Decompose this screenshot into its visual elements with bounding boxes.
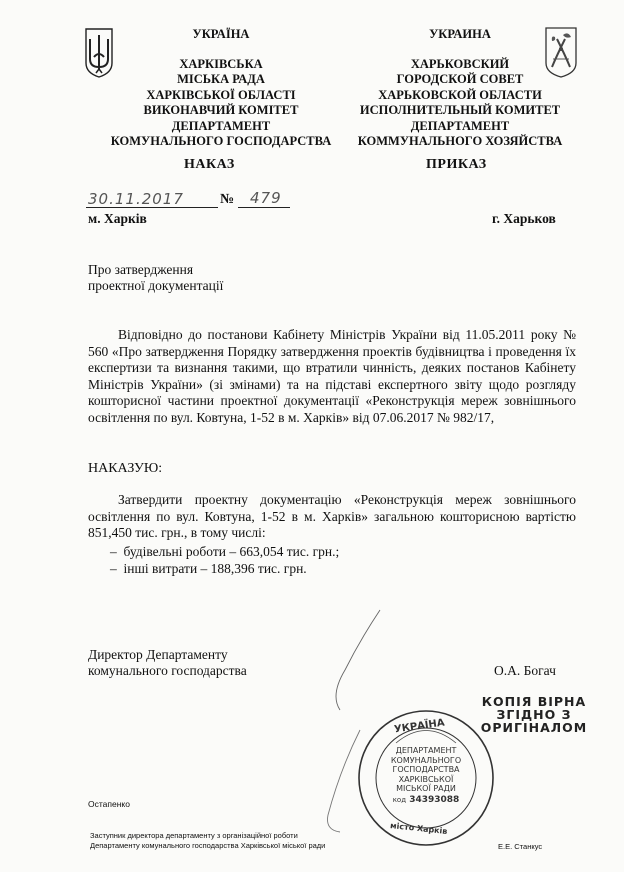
- footer-line: Департаменту комунального господарства Харківської міської ради: [90, 841, 326, 850]
- subject-line: Про затвердження: [88, 262, 194, 277]
- copy-stamp-line: КОПІЯ ВІРНА: [481, 694, 587, 709]
- footer-line: Заступник директора департаменту з організаційної роботи: [90, 831, 298, 840]
- order-title-ua: НАКАЗ: [184, 157, 235, 172]
- left-header-line: ДЕПАРТАМЕНТ: [171, 118, 271, 133]
- body-paragraph: Відповідно до постанови Кабінету Міністрів України від 11.05.2011 року № 560 «Про затвердження Порядку затвердження проектів будівництва і проведення їх експертизи та визнання такими, що втратили чинність, деяких постанов Кабінету Міністрів України» (зі змінами) та на підставі експертного звіту щодо розгляду кошторисної частини проектної документації «Реконструкція мереж зовнішнього освітлення по вул. Ковтуна, 1-52 в м. Харків» від 07.06.2017 № 982/17,: [88, 327, 576, 425]
- order-title-ru: ПРИКАЗ: [426, 157, 487, 172]
- seal-line: ХАРКІВСЬКОЇ: [398, 774, 454, 784]
- right-header-line: ИСПОЛНИТЕЛЬНЫЙ КОМИТЕТ: [359, 103, 561, 117]
- copy-stamp-line: ЗГІДНО З: [496, 707, 572, 722]
- left-header-line: ХАРКІВСЬКА: [179, 56, 263, 71]
- seal-bottom-text: місто Харків: [389, 821, 448, 836]
- signatory-title: [88, 647, 247, 679]
- left-header-line: ХАРКІВСЬКОЇ ОБЛАСТІ: [146, 87, 296, 102]
- right-header: [340, 27, 580, 150]
- left-header: [92, 27, 350, 150]
- seal-line: ГОСПОДАРСТВА: [392, 765, 460, 774]
- right-header-line: КОММУНАЛЬНОГО ХОЗЯЙСТВА: [357, 134, 563, 148]
- right-header-line: ХАРЬКОВСКИЙ: [410, 56, 510, 71]
- subject: [88, 262, 223, 294]
- round-seal: [356, 708, 496, 848]
- order-number: 479: [250, 189, 282, 207]
- right-header-line: ДЕПАРТАМЕНТ: [410, 118, 510, 133]
- left-header-country: УКРАЇНА: [192, 27, 250, 41]
- order-date: 30.11.2017: [88, 190, 184, 208]
- approve-paragraph: Затвердити проектну документацію «Реконструкція мереж зовнішнього освітлення по вул. Ковтуна, 1-52 в м. Харків» загальною кошторисною вартістю 851,450 тис. грн., в тому числі:: [88, 492, 576, 540]
- seal-top-text: УКРАЇНА: [393, 717, 446, 736]
- seal-center-text: [376, 746, 476, 805]
- city-ua: м. Харків: [88, 211, 147, 226]
- subject-line: проектної документації: [88, 278, 224, 293]
- number-sign: №: [220, 192, 235, 207]
- right-header-line: ХАРЬКОВСКОЙ ОБЛАСТИ: [378, 87, 542, 102]
- copy-stamp-line: ОРИГІНАЛОМ: [480, 720, 588, 735]
- signatory-title-line: комунального господарства: [88, 663, 247, 678]
- left-header-line: КОМУНАЛЬНОГО ГОСПОДАРСТВА: [110, 134, 332, 148]
- date-underline: [86, 207, 218, 208]
- footer-position: [90, 831, 325, 851]
- seal-line: ДЕПАРТАМЕНТ: [395, 746, 457, 755]
- signatory-name: О.А. Богач: [494, 663, 556, 678]
- signatory-title-line: Директор Департаменту: [88, 647, 228, 662]
- right-header-country: УКРАИНА: [429, 27, 491, 41]
- city-ru: г. Харьков: [492, 211, 556, 226]
- executor-name: Остапенко: [88, 799, 130, 809]
- cost-item: – будівельні роботи – 663,054 тис. грн.;: [110, 544, 340, 559]
- seal-line: КОМУНАЛЬНОГО: [390, 755, 462, 765]
- order-word: НАКАЗУЮ:: [88, 461, 163, 476]
- cost-items: [110, 543, 339, 577]
- left-header-line: МІСЬКА РАДА: [177, 72, 265, 86]
- right-header-line: ГОРОДСКОЙ СОВЕТ: [396, 72, 524, 86]
- left-header-line: ВИКОНАВЧИЙ КОМІТЕТ: [143, 103, 299, 117]
- seal-code: код 34393088: [392, 794, 460, 805]
- cost-item: – інші витрати – 188,396 тис. грн.: [110, 561, 307, 576]
- footer-name: Е.Е. Станкус: [498, 842, 543, 851]
- seal-line: МІСЬКОЇ РАДИ: [396, 784, 456, 793]
- number-underline: [238, 207, 290, 208]
